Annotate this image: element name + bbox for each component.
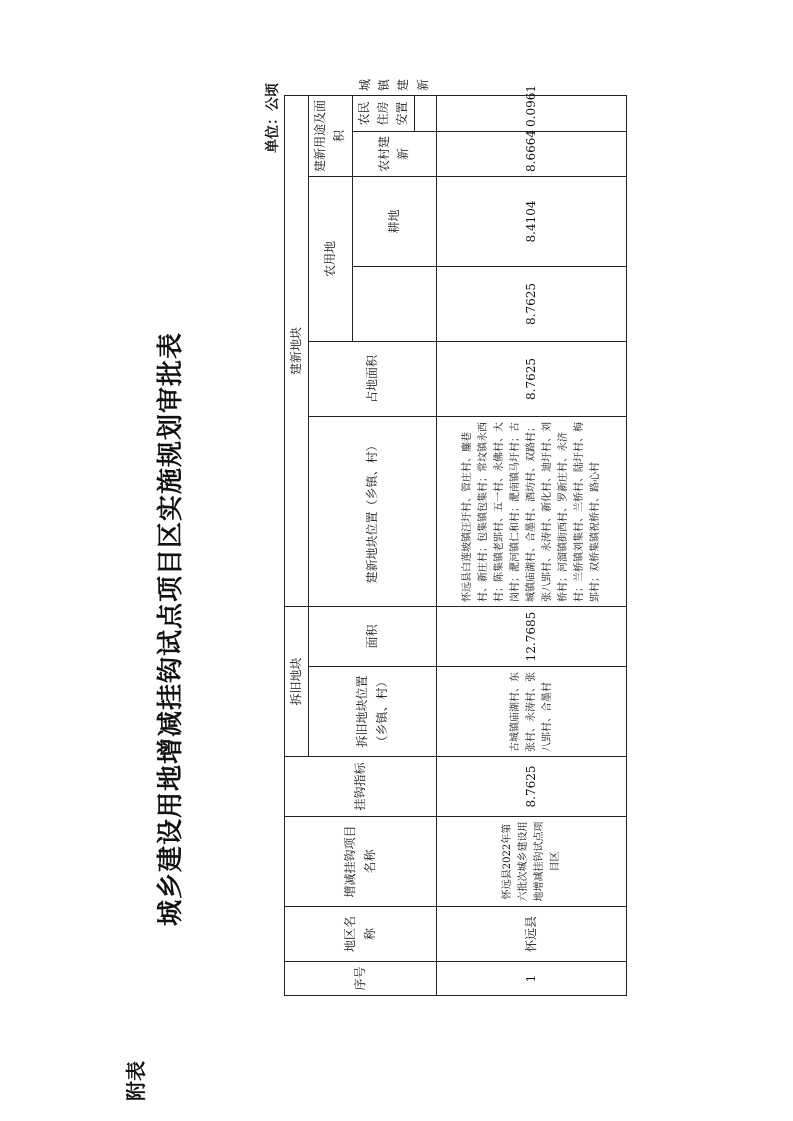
header-new-area: 占地面积 <box>309 341 437 416</box>
header-rural-build: 农村建新 <box>352 131 437 176</box>
header-demolish-group: 拆旧地块 <box>285 606 309 756</box>
header-resettle-blank <box>415 95 437 131</box>
cell-demolish-location: 古城镇庙湖村、东张村、永涛村、张八郢村、合墨村 <box>437 667 627 757</box>
cell-quota: 8.7625 <box>437 757 627 817</box>
cell-project: 怀远县2022年第六批次城乡建设用地增减挂钩试点项目区 <box>437 817 627 907</box>
header-resettle: 农民住房安置 <box>352 95 415 131</box>
header-farmland-group: 农用地 <box>309 176 352 341</box>
header-new-group: 建新地块 <box>285 95 309 606</box>
attachment-label: 附表 <box>124 1061 148 1101</box>
cell-seq: 1 <box>437 962 627 996</box>
cell-town-build: 0.0961 <box>437 95 627 131</box>
cell-demolish-area: 12.7685 <box>437 606 627 666</box>
cell-farmland-sub: 8.4104 <box>437 176 627 266</box>
cell-new-location: 怀远县白莲坡镇汪圩村、管庄村、鏖巷村、新庄村；包集镇包集村；常坟镇永西村；陈集镇老郢村、五一村、永佛村、大岗村；淝河镇仁和村；淝南镇马圩村；古城镇庙湖村、合墨村、酒坊村、双路村；张八郢村、永涛村、新化村、迪圩村、刘桥村；河溜镇街西村、罗新庄村、永济村；兰桥镇刘集村、兰桥村、陆圩村、梅郢村；双桥集镇祝桥村、路心村 <box>437 416 627 606</box>
table-row <box>437 95 627 995</box>
header-region: 地区名称 <box>285 907 437 962</box>
cell-new-area: 8.7625 <box>437 341 627 416</box>
header-new-location: 建新地块位置（乡镇、村） <box>309 416 437 606</box>
header-quota: 挂钩指标 <box>285 757 437 817</box>
cell-region: 怀远县 <box>437 907 627 962</box>
header-project: 增减挂钩项目名称 <box>285 817 437 907</box>
header-seq: 序号 <box>285 962 437 996</box>
unit-label: 单位：公顷 <box>265 83 281 153</box>
cell-farmland: 8.7625 <box>437 266 627 341</box>
approval-table: 序号 地区名称 增减挂钩项目名称 挂钩指标 拆旧地块 建新地块 拆旧地块位置（乡镇、村） 面积 建新地块位置（乡镇、村） 占地面积 农用地 建新用途及面积 耕地 农村建新 农民住房安置 城镇建新 1 怀远县 怀远县2022年第六批次城乡建设用地增减挂钩试点项目区 8.7625 古城镇庙湖村、东张村、永涛村、张八郢村、合墨村 12.7685 怀远县白莲坡镇汪圩村、管庄村、鏖巷村、新庄村；包集镇包集村；常坟镇永西村；陈集镇老郢村、五一村、永佛村、大岗村；淝河镇仁和村；淝南镇马圩村；古城镇庙湖村、合墨村、酒坊村、双路村；张八郢村、永涛村、新化村、迪圩村、刘桥村；河溜镇街西村、罗新庄村、永济村；兰桥镇刘集村、兰桥村、陆圩村、梅郢村；双桥集镇祝桥村、路心村 8.7625 8.7625 8.4104 8.6664 0.0961 <box>284 95 627 996</box>
header-farmland-sub: 耕地 <box>352 176 437 266</box>
cell-rural-build: 8.6664 <box>437 131 627 176</box>
page-title: 城乡建设用地增减挂钩试点项目区实施规划审批表 <box>156 331 186 926</box>
header-demolish-location: 拆旧地块位置（乡镇、村） <box>309 667 437 757</box>
header-demolish-area: 面积 <box>309 606 437 666</box>
header-farmland-blank <box>352 266 437 341</box>
header-use-group: 建新用途及面积 <box>309 95 352 176</box>
